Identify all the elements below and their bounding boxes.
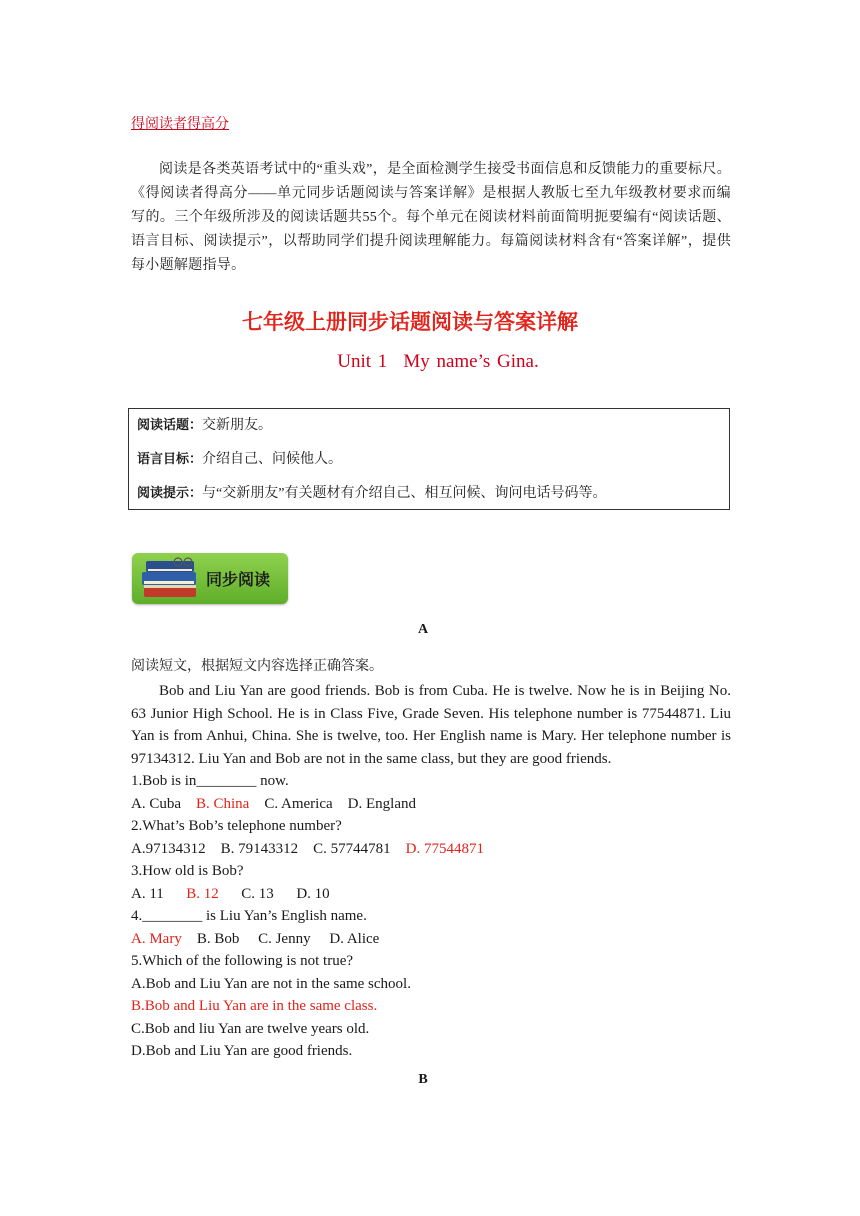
question-4: 4.________ is Liu Yan’s English name. bbox=[131, 908, 367, 924]
reading-info-box bbox=[128, 408, 730, 510]
info-tip bbox=[137, 483, 721, 517]
info-topic-label: 阅读话题： bbox=[137, 418, 203, 433]
info-goal-value: 介绍自己、问候他人。 bbox=[202, 452, 343, 467]
option: B. 79143312 bbox=[220, 841, 299, 857]
unit-name: My name’s Gina. bbox=[403, 351, 539, 372]
option: D. 10 bbox=[296, 886, 330, 902]
question-5: 5.Which of the following is not true? bbox=[131, 953, 354, 969]
section-a-instruction: 阅读短文，根据短文内容选择正确答案。 bbox=[131, 659, 383, 674]
option: D. Alice bbox=[329, 931, 380, 947]
option: B. Bob bbox=[196, 931, 240, 947]
question-5-option-c: C.Bob and liu Yan are twelve years old. bbox=[131, 1021, 370, 1037]
option: A. Cuba bbox=[131, 796, 181, 812]
badge-label: 同步阅读 bbox=[206, 570, 271, 589]
info-goal bbox=[137, 449, 721, 483]
question-3-options bbox=[131, 886, 330, 903]
section-a-heading: A bbox=[417, 622, 429, 637]
info-topic-value: 交新朋友。 bbox=[202, 418, 273, 433]
page-title: 七年级上册同步话题阅读与答案详解 bbox=[242, 310, 578, 334]
section-a-passage: Bob and Liu Yan are good friends. Bob is from Cuba. He is twelve. Now he is in Beijing No. 63 Junior High School. He is in Class Five, Grade Seven. His telephone number is 77544871. Liu Yan is from Anhui, China. She is twelve, too. Her English name is Mary. Her telephone number is 97134312. Liu Yan and Bob are not in the same class, but they are good friends. bbox=[131, 683, 731, 768]
option: C. 57744781 bbox=[313, 841, 391, 857]
option: C. 13 bbox=[241, 886, 274, 902]
question-5-option-a: A.Bob and Liu Yan are not in the same school. bbox=[131, 976, 411, 992]
info-tip-value: 与“交新朋友”有关题材有介绍自己、相互问候、询问电话号码等。 bbox=[202, 486, 607, 501]
header-link[interactable]: 得阅读者得高分 bbox=[131, 117, 229, 132]
question-3: 3.How old is Bob? bbox=[131, 863, 244, 879]
question-2: 2.What’s Bob’s telephone number? bbox=[131, 818, 342, 834]
option-correct: B. 12 bbox=[186, 886, 219, 902]
section-b-heading: B bbox=[418, 1072, 428, 1087]
option-correct: D. 77544871 bbox=[405, 841, 484, 857]
option: A.97134312 bbox=[131, 841, 206, 857]
question-5-option-d: D.Bob and Liu Yan are good friends. bbox=[131, 1043, 353, 1059]
books-icon bbox=[140, 557, 204, 601]
option: D. England bbox=[347, 796, 416, 812]
question-5-option-b: B.Bob and Liu Yan are in the same class. bbox=[131, 998, 378, 1014]
unit-number: Unit 1 bbox=[337, 351, 388, 372]
sync-reading-badge bbox=[132, 553, 288, 604]
question-4-options bbox=[131, 931, 379, 948]
question-2-options bbox=[131, 841, 484, 858]
info-goal-label: 语言目标： bbox=[137, 452, 203, 467]
info-topic bbox=[137, 415, 721, 449]
option-correct: A. Mary bbox=[131, 931, 182, 947]
question-1-options bbox=[131, 796, 416, 813]
intro-paragraph: 阅读是各类英语考试中的“重头戏”，是全面检测学生接受书面信息和反馈能力的重要标尺。《得阅读者得高分——单元同步话题阅读与答案详解》是根据人教版七至九年级教材要求而编写的。三个年级所涉及的阅读话题共55个。每个单元在阅读材料前面简明扼要编有“阅读话题、语言目标、阅读提示”，以帮助同学们提升阅读理解能力。每篇阅读材料含有“答案详解”，提供每小题解题指导。 bbox=[131, 162, 731, 273]
option: A. 11 bbox=[131, 886, 164, 902]
info-tip-label: 阅读提示： bbox=[137, 486, 203, 501]
question-1: 1.Bob is in________ now. bbox=[131, 773, 289, 789]
option: C. America bbox=[264, 796, 333, 812]
unit-title bbox=[0, 351, 860, 373]
option: C. Jenny bbox=[258, 931, 311, 947]
option-correct: B. China bbox=[196, 796, 250, 812]
